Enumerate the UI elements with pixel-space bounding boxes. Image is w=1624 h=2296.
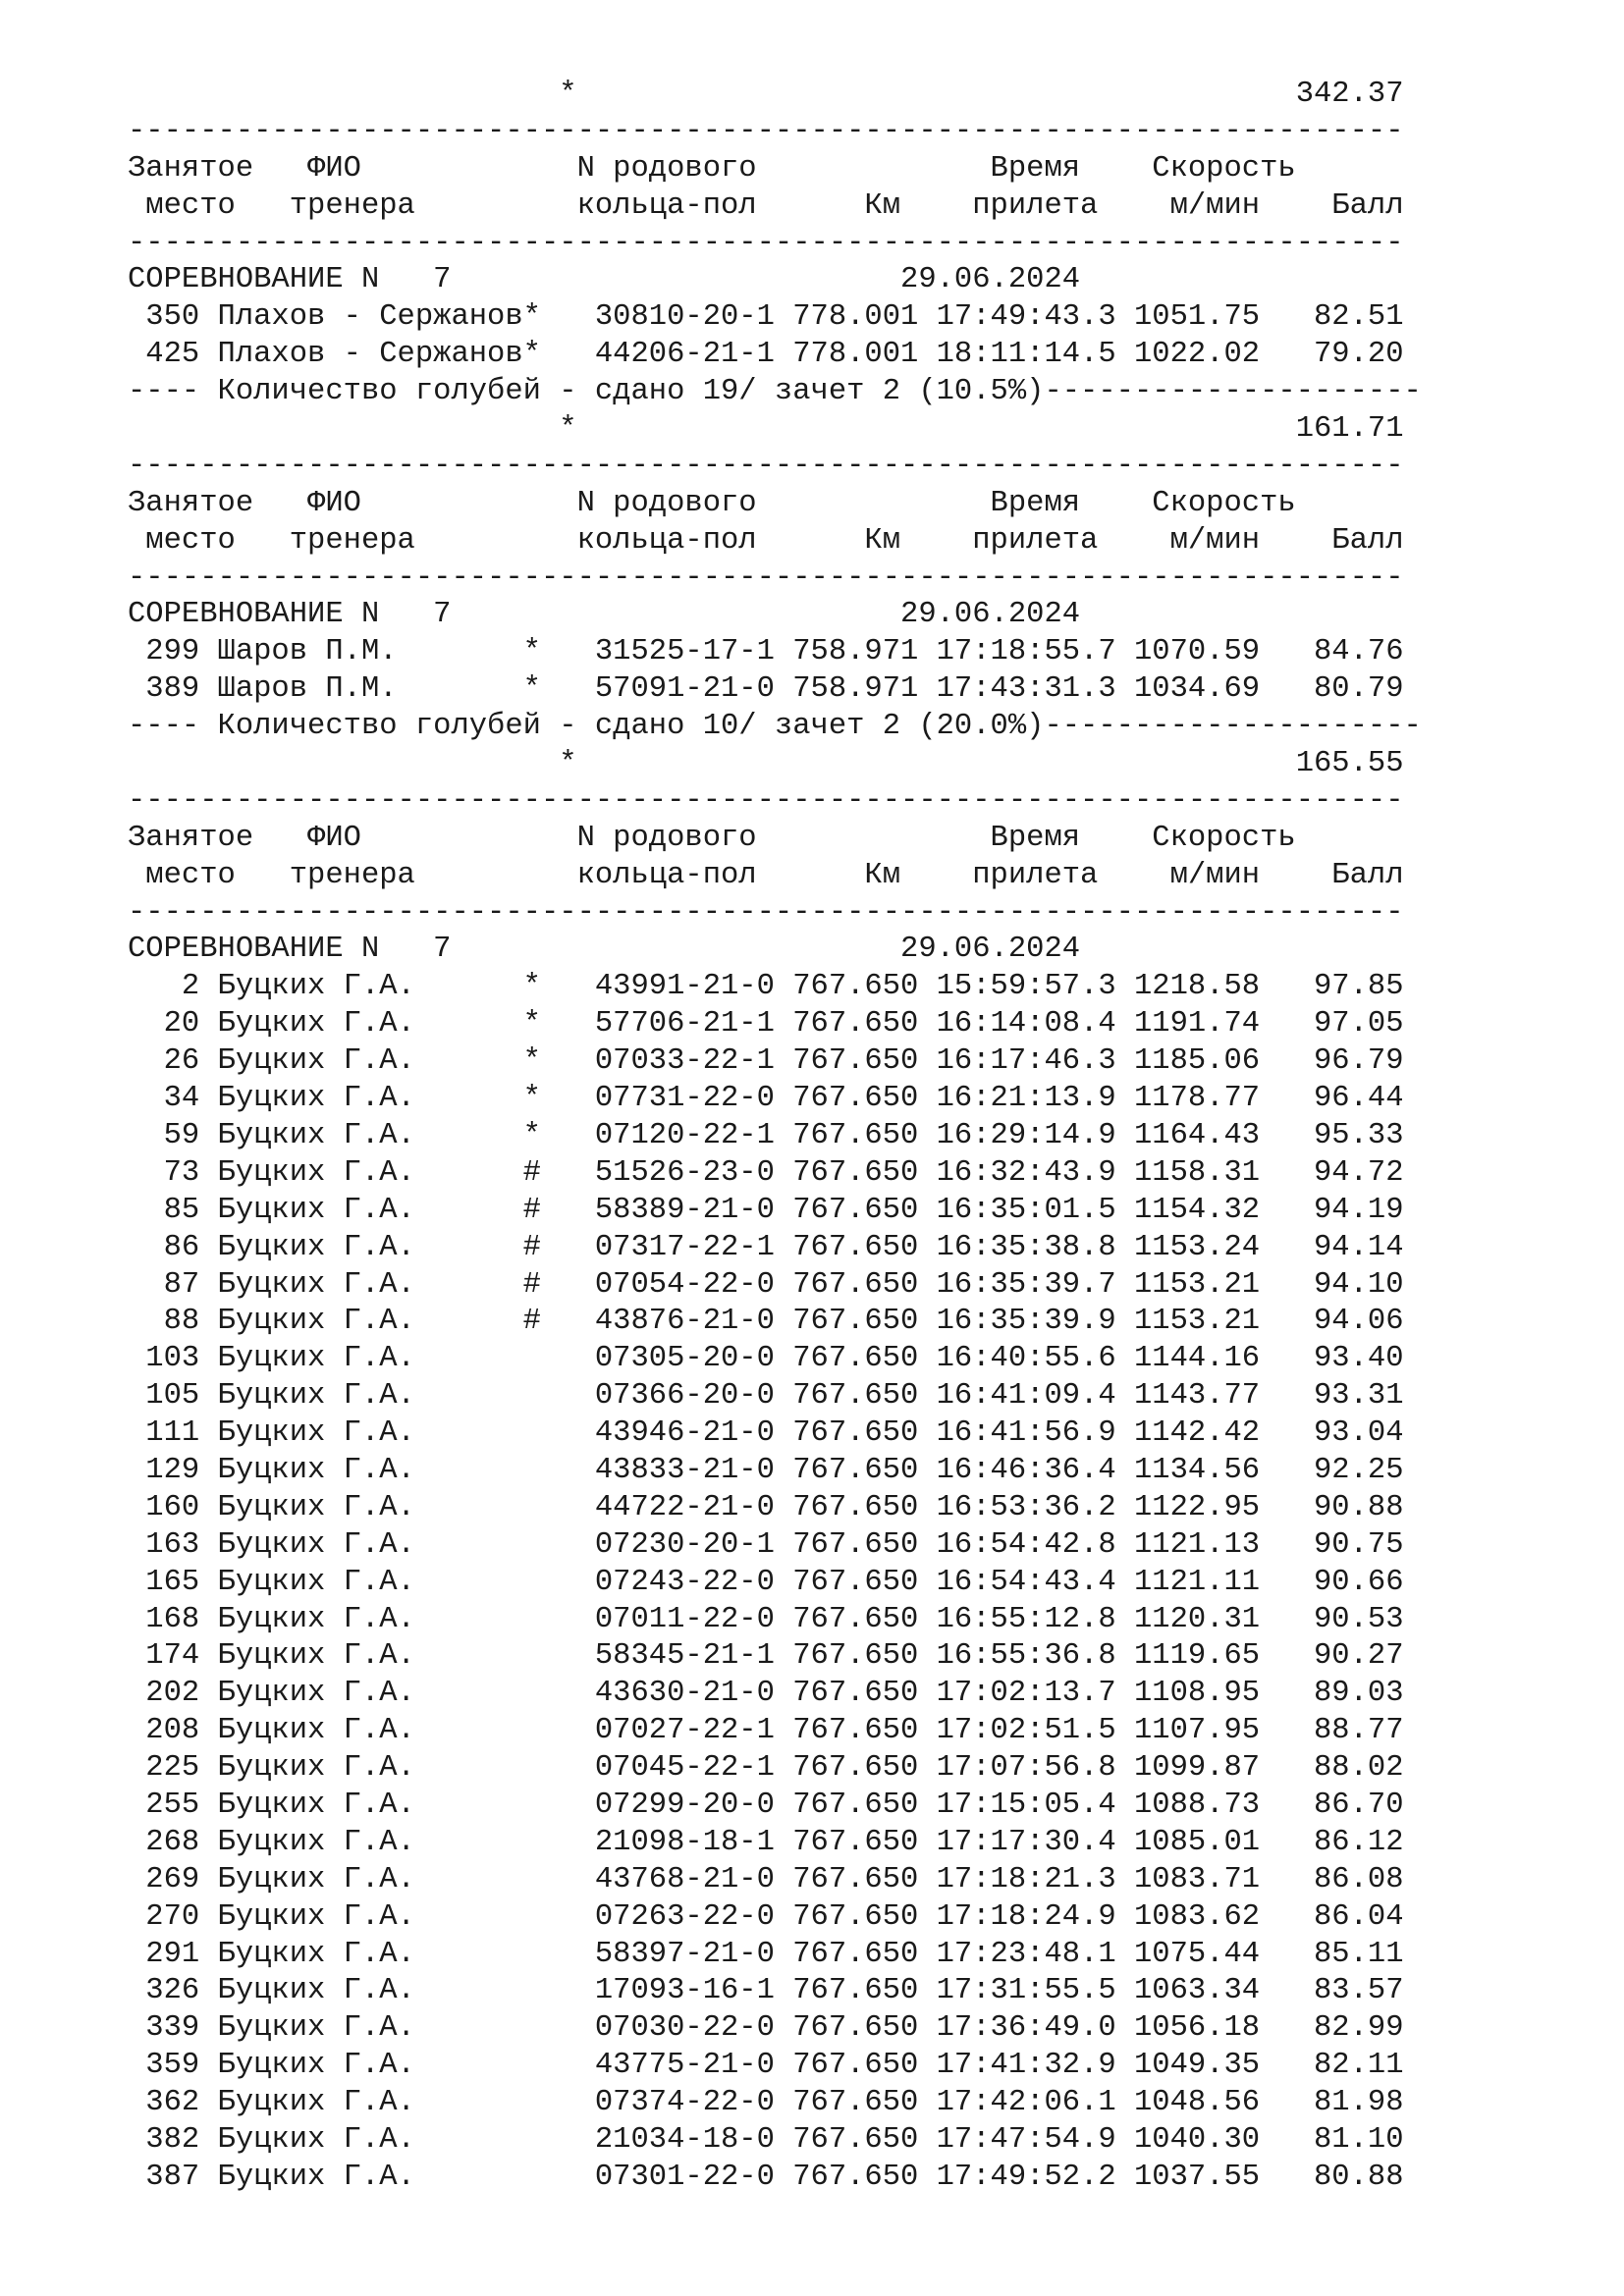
table-row: 26 Буцких Г.А. * 07033-22-1 767.650 16:17:46.3 1185.06 96.79 [128,1044,1404,1079]
separator-line: ----------------------------------------------------------------------- [128,226,1404,260]
table-header-line-2: место тренера кольца-пол Км прилета м/мин Балл [128,523,1404,558]
table-row: 208 Буцких Г.А. 07027-22-1 767.650 17:02:51.5 1107.95 88.77 [128,1714,1404,1748]
table-row: 350 Плахов - Сержанов* 30810-20-1 778.001 17:49:43.3 1051.75 82.51 [128,300,1404,335]
pigeon-count-summary: ---- Количество голубей - сдано 10/ зачет 2 (20.0%)--------------------- [128,710,1422,744]
table-row: 326 Буцких Г.А. 17093-16-1 767.650 17:31:55.5 1063.34 83.57 [128,1974,1404,2008]
competition-line: СОРЕВНОВАНИЕ N 7 29.06.2024 [128,598,1404,632]
table-row: 299 Шаров П.М. * 31525-17-1 758.971 17:18:55.7 1070.59 84.76 [128,635,1404,669]
table-row: 174 Буцких Г.А. 58345-21-1 767.650 16:55:36.8 1119.65 90.27 [128,1639,1404,1674]
table-row: 269 Буцких Г.А. 43768-21-0 767.650 17:18:21.3 1083.71 86.08 [128,1862,1404,1896]
table-row: 359 Буцких Г.А. 43775-21-0 767.650 17:41:32.9 1049.35 82.11 [128,2049,1404,2083]
table-row: 86 Буцких Г.А. # 07317-22-1 767.650 16:35:38.8 1153.24 94.14 [128,1230,1404,1264]
table-row: 103 Буцких Г.А. 07305-20-0 767.650 16:40:55.6 1144.16 93.40 [128,1342,1404,1376]
table-header-line-2: место тренера кольца-пол Км прилета м/мин Балл [128,858,1404,892]
table-row: 129 Буцких Г.А. 43833-21-0 767.650 16:46:36.4 1134.56 92.25 [128,1453,1404,1487]
table-row: 339 Буцких Г.А. 07030-22-0 767.650 17:36:49.0 1056.18 82.99 [128,2011,1404,2046]
section-total-line: * 165.55 [128,747,1404,781]
table-row: 73 Буцких Г.А. # 51526-23-0 767.650 16:32:43.9 1158.31 94.72 [128,1155,1404,1190]
separator-line: ----------------------------------------------------------------------- [128,114,1404,148]
table-row: 291 Буцких Г.А. 58397-21-0 767.650 17:23:48.1 1075.44 85.11 [128,1937,1404,1971]
table-row: 105 Буцких Г.А. 07366-20-0 767.650 16:41:09.4 1143.77 93.31 [128,1379,1404,1414]
separator-line: ----------------------------------------------------------------------- [128,783,1404,818]
table-header-line-1: Занятое ФИО N родового Время Скорость [128,151,1404,186]
table-row: 382 Буцких Г.А. 21034-18-0 767.650 17:47:54.9 1040.30 81.10 [128,2122,1404,2157]
table-row: 87 Буцких Г.А. # 07054-22-0 767.650 16:35:39.7 1153.21 94.10 [128,1267,1404,1302]
table-row: 425 Плахов - Сержанов* 44206-21-1 778.001 18:11:14.5 1022.02 79.20 [128,338,1404,372]
table-row: 255 Буцких Г.А. 07299-20-0 767.650 17:15:05.4 1088.73 86.70 [128,1788,1404,1822]
separator-line: ----------------------------------------------------------------------- [128,561,1404,595]
table-row: 225 Буцких Г.А. 07045-22-1 767.650 17:07:56.8 1099.87 88.02 [128,1751,1404,1786]
table-row: 163 Буцких Г.А. 07230-20-1 767.650 16:54:42.8 1121.13 90.75 [128,1527,1404,1562]
report-page [128,77,1422,2197]
table-row: 268 Буцких Г.А. 21098-18-1 767.650 17:17:30.4 1085.01 86.12 [128,1825,1404,1859]
table-row: 270 Буцких Г.А. 07263-22-0 767.650 17:18:24.9 1083.62 86.04 [128,1899,1404,1934]
table-row: 20 Буцких Г.А. * 57706-21-1 767.650 16:14:08.4 1191.74 97.05 [128,1007,1404,1041]
table-row: 2 Буцких Г.А. * 43991-21-0 767.650 15:59:57.3 1218.58 97.85 [128,970,1404,1004]
table-row: 111 Буцких Г.А. 43946-21-0 767.650 16:41:56.9 1142.42 93.04 [128,1416,1404,1451]
table-row: 85 Буцких Г.А. # 58389-21-0 767.650 16:35:01.5 1154.32 94.19 [128,1193,1404,1227]
table-row: 389 Шаров П.М. * 57091-21-0 758.971 17:43:31.3 1034.69 80.79 [128,672,1404,707]
table-row: 202 Буцких Г.А. 43630-21-0 767.650 17:02:13.7 1108.95 89.03 [128,1677,1404,1711]
competition-line: СОРЕВНОВАНИЕ N 7 29.06.2024 [128,933,1404,967]
competition-line: СОРЕВНОВАНИЕ N 7 29.06.2024 [128,263,1404,297]
table-header-line-2: место тренера кольца-пол Км прилета м/мин Балл [128,188,1404,223]
table-row: 362 Буцких Г.А. 07374-22-0 767.650 17:42:06.1 1048.56 81.98 [128,2086,1404,2120]
table-row: 160 Буцких Г.А. 44722-21-0 767.650 16:53:36.2 1122.95 90.88 [128,1490,1404,1524]
table-header-line-1: Занятое ФИО N родового Время Скорость [128,486,1404,520]
table-row: 165 Буцких Г.А. 07243-22-0 767.650 16:54:43.4 1121.11 90.66 [128,1565,1404,1599]
table-row: 88 Буцких Г.А. # 43876-21-0 767.650 16:35:39.9 1153.21 94.06 [128,1305,1404,1339]
top-total-line: * 342.37 [128,78,1404,111]
table-row: 34 Буцких Г.А. * 07731-22-0 767.650 16:21:13.9 1178.77 96.44 [128,1082,1404,1116]
section-total-line: * 161.71 [128,412,1404,447]
separator-line: ----------------------------------------------------------------------- [128,895,1404,930]
table-header-line-1: Занятое ФИО N родового Время Скорость [128,821,1404,855]
table-row: 59 Буцких Г.А. * 07120-22-1 767.650 16:29:14.9 1164.43 95.33 [128,1118,1404,1152]
table-row: 168 Буцких Г.А. 07011-22-0 767.650 16:55:12.8 1120.31 90.53 [128,1602,1404,1636]
table-row: 387 Буцких Г.А. 07301-22-0 767.650 17:49:52.2 1037.55 80.88 [128,2160,1404,2194]
pigeon-count-summary: ---- Количество голубей - сдано 19/ зачет 2 (10.5%)--------------------- [128,375,1422,409]
separator-line: ----------------------------------------------------------------------- [128,449,1404,483]
